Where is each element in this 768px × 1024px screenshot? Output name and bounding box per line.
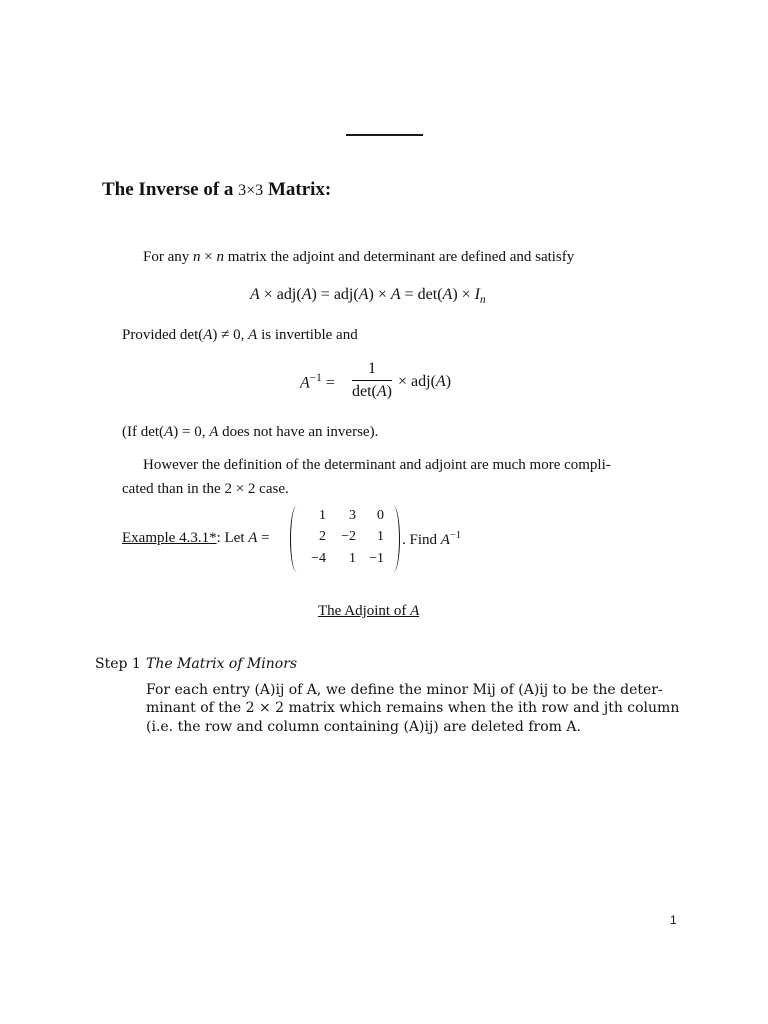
page-number: 1 (670, 913, 677, 927)
matrix-cell: −4 (311, 551, 326, 566)
top-rule (346, 134, 423, 136)
however-line-1: However the definition of the determinant and adjoint are much more compli- (143, 457, 611, 473)
step-1-line-1: For each entry (A)ij of A, we define the minor Mij of (A)ij to be the deter- (146, 682, 663, 698)
fraction-denominator: det(A) (352, 383, 392, 400)
inverse-rhs: × adj(A) (398, 373, 452, 390)
matrix-cell: 3 (349, 508, 356, 523)
matrix-cell: 1 (377, 529, 384, 544)
step-1-line-3: (i.e. the row and column containing (A)ij) are deleted from A. (146, 719, 581, 735)
fraction-bar (352, 380, 392, 381)
matrix-cell: 1 (349, 551, 356, 566)
matrix-cell: 1 (319, 508, 326, 523)
matrix-right-paren (387, 506, 400, 572)
adjoint-heading: The Adjoint of A (318, 603, 420, 619)
example-find: . Find $A^{-1}$ (402, 530, 462, 548)
inverse-fraction (352, 360, 392, 401)
however-line-2: cated than in the 2 × 2 case. (122, 481, 289, 497)
matrix-cell: −2 (341, 529, 356, 544)
step-1-line-2: minant of the 2 × 2 matrix which remains when the ith row and jth column (146, 700, 680, 716)
fraction-numerator: 1 (368, 360, 376, 377)
example-matrix (290, 506, 400, 572)
intro-line: For any n × n matrix the adjoint and determinant are defined and satisfy (143, 249, 575, 265)
matrix-cell: 2 (319, 529, 326, 544)
example-statement: Example 4.3.1*: Let A = (122, 530, 270, 546)
page-title: The Inverse of a 3×3 Matrix: (102, 179, 332, 200)
example-label: Example 4.3.1* (122, 530, 217, 546)
step-1-title: The Matrix of Minors (146, 656, 298, 672)
provided-line: Provided det(A) ≠ 0, A is invertible and (122, 327, 358, 343)
step-1-label: Step 1 (95, 656, 141, 672)
adjoint-identity-equation: $A \times adj(A) = adj(A) \times A = \det(A) \times I_n$ (250, 286, 486, 307)
matrix-cell: −1 (369, 551, 384, 566)
inverse-lhs: $A^{-1}$ = (300, 372, 335, 392)
no-inverse-line: (If det(A) = 0, A does not have an inverse). (122, 424, 379, 440)
matrix-left-paren (290, 506, 303, 572)
matrix-cell: 0 (377, 508, 384, 523)
